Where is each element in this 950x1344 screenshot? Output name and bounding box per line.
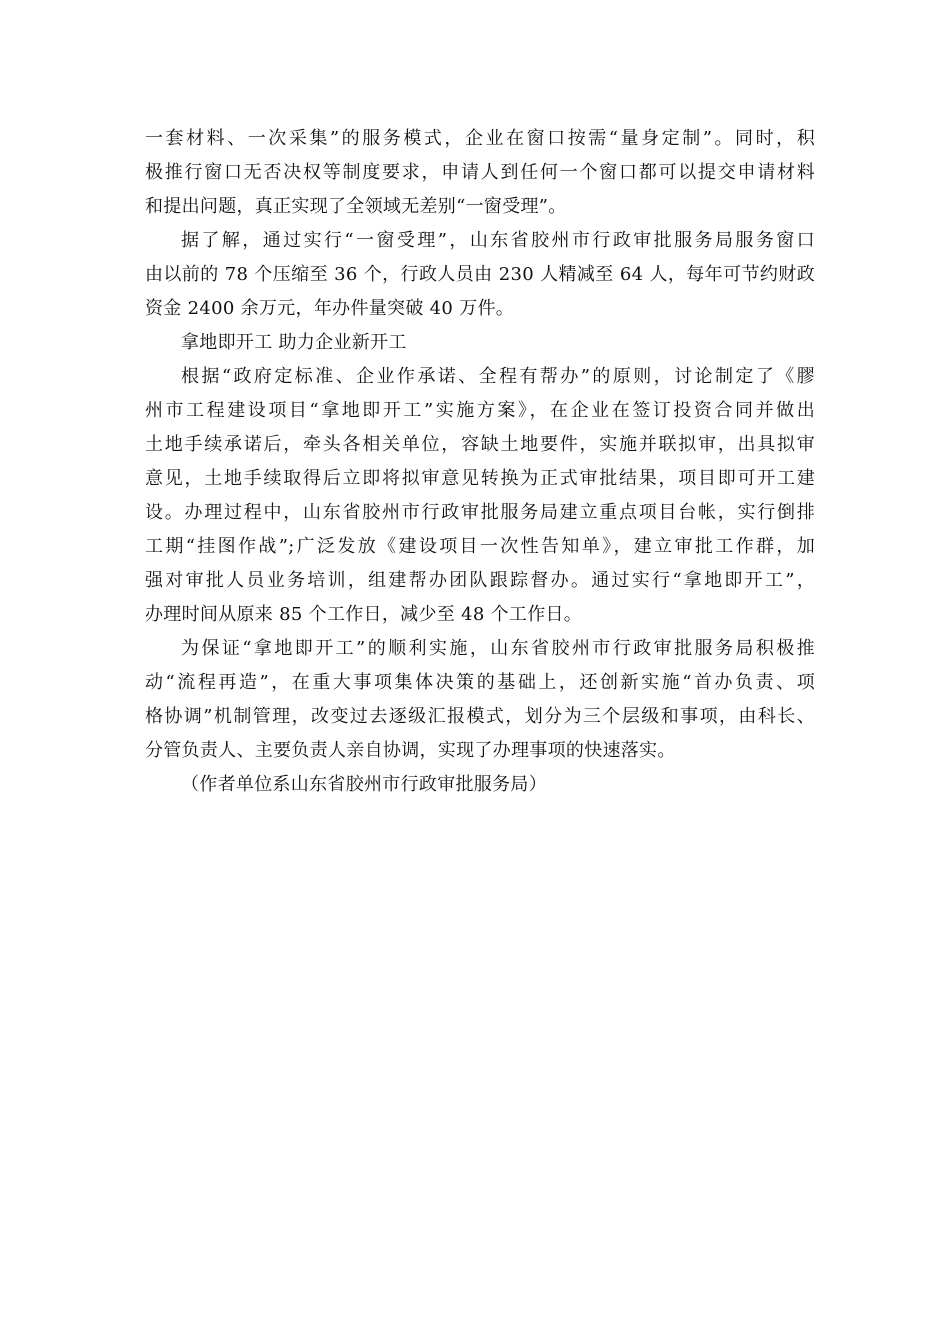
text-line: 极推行窗口无否决权等制度要求，申请人到任何一个窗口都可以提交申请材料 <box>145 162 815 183</box>
text-line: 和提出问题，真正实现了全领域无差别“一窗受理”。 <box>145 196 567 217</box>
text-line: 由以前的 78 个压缩至 36 个，行政人员由 230 人精减至 64 人，每年可节约财政 <box>145 264 815 285</box>
author-affiliation-text: （作者单位系山东省胶州市行政审批服务局） <box>181 774 547 795</box>
text-line: 为保证“拿地即开工”的顺利实施，山东省胶州市行政审批服务局积极推 <box>181 638 815 659</box>
section-heading <box>145 326 815 360</box>
text-line: 一套材料、一次采集”的服务模式，企业在窗口按需“量身定制”。同时，积 <box>145 128 815 149</box>
text-line: 工期“挂图作战”;广泛发放《建设项目一次性告知单》，建立审批工作群，加 <box>145 536 815 557</box>
text-line: 设。办理过程中，山东省胶州市行政审批服务局建立重点项目台帐，实行倒排 <box>145 502 815 523</box>
text-line: 分管负责人、主要负责人亲自协调，实现了办理事项的快速落实。 <box>145 740 676 761</box>
text-line: 州市工程建设项目“拿地即开工”实施方案》，在企业在签订投资合同并做出 <box>145 400 815 421</box>
section-heading-text: 拿地即开工 助力企业新开工 <box>181 332 407 353</box>
text-line: 土地手续承诺后，牵头各相关单位，容缺土地要件，实施并联拟审，出具拟审 <box>145 434 815 455</box>
paragraph-process-reengineering <box>145 632 815 768</box>
text-line: 强对审批人员业务培训，组建帮办团队跟踪督办。通过实行“拿地即开工”， <box>145 570 815 591</box>
text-line: 据了解，通过实行“一窗受理”，山东省胶州市行政审批服务局服务窗口 <box>181 230 815 251</box>
paragraph-implementation-plan <box>145 360 815 632</box>
text-line: 格协调”机制管理，改变过去逐级汇报模式，划分为三个层级和事项，由科长、 <box>145 706 815 727</box>
paragraph-results <box>145 224 815 326</box>
article-body <box>145 122 815 802</box>
text-line: 资金 2400 余万元，年办件量突破 40 万件。 <box>145 298 515 319</box>
text-line: 根据“政府定标准、企业作承诺、全程有帮办”的原则，讨论制定了《膠 <box>181 366 815 387</box>
author-affiliation <box>145 768 815 802</box>
text-line: 意见，土地手续取得后立即将拟审意见转换为正式审批结果，项目即可开工建 <box>145 468 815 489</box>
paragraph-window-service <box>145 122 815 224</box>
text-line: 动“流程再造”，在重大事项集体决策的基础上，还创新实施“首办负责、项 <box>145 672 815 693</box>
text-line: 办理时间从原来 85 个工作日，减少至 48 个工作日。 <box>145 604 583 625</box>
